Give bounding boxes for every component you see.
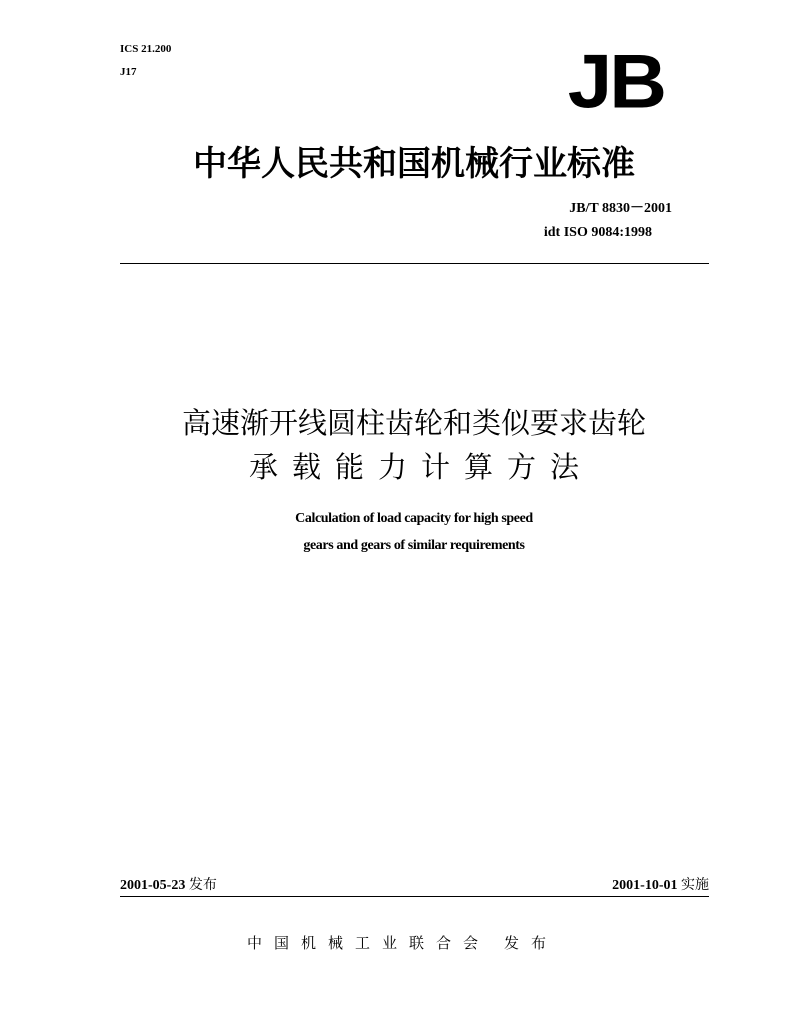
bottom-divider bbox=[120, 896, 709, 897]
standard-number: JB/T 8830－2001 bbox=[569, 201, 672, 216]
publisher-action: 发布 bbox=[504, 934, 559, 952]
jb-logo: JB bbox=[567, 39, 664, 124]
identical-standard: idt ISO 9084:1998 bbox=[543, 225, 652, 240]
ics-code: ICS 21.200 bbox=[120, 43, 172, 55]
publisher-line bbox=[247, 932, 558, 954]
publisher-name: 中国机械工业联合会 bbox=[247, 934, 491, 952]
issue-label: 发布 bbox=[188, 877, 217, 893]
implement-label: 实施 bbox=[681, 877, 709, 893]
date-row bbox=[120, 875, 709, 895]
classification-code: J17 bbox=[120, 66, 137, 78]
implement-date-group bbox=[612, 875, 709, 896]
issue-date-group bbox=[120, 875, 217, 896]
english-title-line-2: gears and gears of similar requirements bbox=[303, 538, 525, 553]
issue-date: 2001-05-23 bbox=[120, 878, 186, 893]
top-divider bbox=[120, 263, 709, 264]
english-title-line-1: Calculation of load capacity for high speed bbox=[295, 511, 533, 526]
industry-standard-title: 中华人民共和国机械行业标准 bbox=[193, 144, 635, 184]
chinese-title-line-2: 承载能力计算方法 bbox=[248, 450, 593, 484]
chinese-title-line-1: 高速渐开线圆柱齿轮和类似要求齿轮 bbox=[181, 406, 646, 440]
implement-date: 2001-10-01 bbox=[612, 878, 678, 893]
